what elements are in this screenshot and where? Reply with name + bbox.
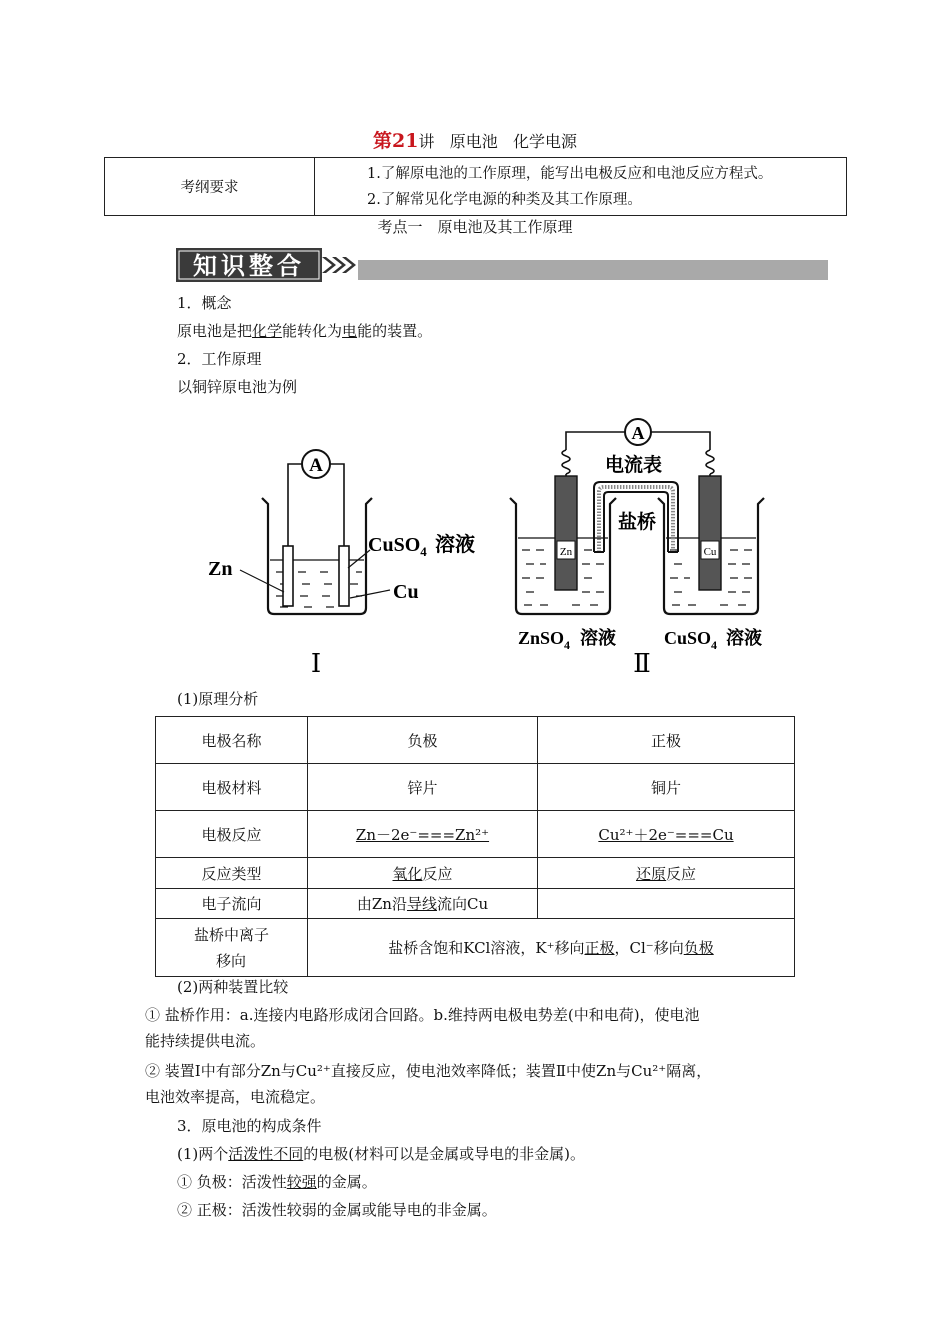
zn-electrode-2 bbox=[555, 476, 577, 590]
flow-b: 流向Cu bbox=[436, 895, 489, 913]
compare-p2-line1: ② 装置Ⅰ中有部分Zn与Cu²⁺直接反应，使电池效率降低；装置Ⅱ中使Zn与Cu²⁺隔离， bbox=[145, 1062, 712, 1080]
device-2 bbox=[510, 419, 764, 678]
pos-blank: 还原 bbox=[635, 864, 666, 883]
c1-b: 的电极(材料可以是金属或导电的非金属)。 bbox=[303, 1145, 585, 1163]
zn-label-2: Zn bbox=[559, 546, 573, 558]
section-title: 考点一 原电池及其工作原理 bbox=[377, 218, 573, 236]
cu-label: Cu bbox=[393, 581, 419, 603]
requirements-label: 考纲要求 bbox=[105, 158, 315, 216]
cu-electrode-2 bbox=[699, 476, 721, 590]
analysis-heading: (1)原理分析 bbox=[177, 690, 259, 708]
chevron-icon bbox=[322, 257, 336, 273]
requirements-items bbox=[315, 158, 847, 216]
topic-2: 化学电源 bbox=[513, 132, 578, 151]
neg-cell bbox=[308, 858, 538, 889]
row-label: 电子流向 bbox=[156, 889, 308, 919]
analysis-table bbox=[155, 716, 795, 977]
compare-heading: (2)两种装置比较 bbox=[177, 978, 289, 996]
c2-b: 的金属。 bbox=[316, 1173, 377, 1191]
ammeter-label: 电流表 bbox=[605, 455, 663, 476]
salt-bridge-label: 盐桥 bbox=[617, 512, 657, 533]
s2-heading: 2．工作原理 bbox=[177, 350, 262, 368]
row-label: 电极材料 bbox=[156, 764, 308, 811]
neg-cell: 负极 bbox=[308, 717, 538, 764]
s1-text-a: 原电池是把 bbox=[177, 322, 253, 340]
row-label-a: 盐桥中离子 bbox=[193, 925, 269, 944]
row-label-b: 移向 bbox=[216, 951, 247, 970]
znso4-formula: ZnSO$_4$ bbox=[518, 628, 571, 652]
device-1-label: Ⅰ bbox=[310, 649, 322, 678]
ion-blank-2: 负极 bbox=[683, 939, 714, 957]
knowledge-banner bbox=[176, 248, 828, 282]
row-label: 电极名称 bbox=[156, 717, 308, 764]
ammeter-symbol: A bbox=[309, 455, 323, 476]
banner-text: 知识整合 bbox=[193, 254, 305, 280]
s3-heading: 3．原电池的构成条件 bbox=[177, 1117, 322, 1135]
row-label: 电极反应 bbox=[156, 811, 308, 858]
lecture-suffix: 讲 bbox=[418, 132, 435, 151]
s3-condition-2 bbox=[177, 1171, 377, 1192]
compare-p1-line2: 能持续提供电流。 bbox=[145, 1032, 266, 1050]
page-title bbox=[0, 126, 950, 153]
c2-blank: 较强 bbox=[286, 1173, 317, 1191]
ion-text-a: 盐桥含饱和KCl溶液，K⁺移向 bbox=[388, 939, 585, 957]
flow-a: 由Zn沿 bbox=[356, 895, 407, 913]
s3-condition-1 bbox=[177, 1143, 585, 1164]
banner-bar bbox=[358, 260, 828, 280]
cu-label-2: Cu bbox=[703, 546, 717, 558]
cuso4-formula-1: CuSO$_4$ bbox=[368, 534, 427, 559]
requirement-item: 1.了解原电池的工作原理，能写出电极反应和电池反应方程式。 bbox=[367, 165, 773, 182]
s1-text bbox=[177, 320, 432, 341]
pos-cell: 铜片 bbox=[538, 764, 795, 811]
neg-cell bbox=[308, 889, 538, 919]
c1-a: (1)两个 bbox=[177, 1145, 229, 1163]
s1-text-b: 能转化为 bbox=[282, 322, 343, 340]
device-1 bbox=[208, 450, 475, 678]
pos-rest: 反应 bbox=[666, 864, 697, 883]
s1-text-c: 能的装置。 bbox=[357, 322, 433, 340]
compare-p1-line1: ① 盐桥作用：a.连接内电路形成闭合回路。b.维持两电极电势差(中和电荷)，使电池 bbox=[145, 1006, 700, 1024]
neg-cell: 锌片 bbox=[308, 764, 538, 811]
galvanic-cell-diagram bbox=[200, 410, 790, 680]
c2-a: ① 负极：活泼性 bbox=[177, 1173, 287, 1191]
neg-reaction: Zn－2e⁻===Zn²⁺ bbox=[308, 811, 538, 858]
s1-heading: 1．概念 bbox=[177, 294, 232, 312]
s1-blank-2: 电 bbox=[342, 322, 358, 340]
requirements-table bbox=[104, 157, 847, 216]
ammeter-symbol-2: A bbox=[631, 423, 645, 443]
cuso4-formula-2: CuSO$_4$ bbox=[664, 628, 718, 652]
pos-reaction: Cu²⁺＋2e⁻===Cu bbox=[538, 811, 795, 858]
pos-cell: 正极 bbox=[538, 717, 795, 764]
flow-blank: 导线 bbox=[406, 895, 437, 913]
pos-cell bbox=[538, 889, 795, 919]
compare-p2-line2: 电池效率提高，电流稳定。 bbox=[145, 1088, 326, 1106]
cuso4-solution-2: 溶液 bbox=[726, 628, 762, 648]
lecture-number: 第21 bbox=[372, 130, 419, 152]
row-label bbox=[156, 919, 308, 977]
zn-electrode bbox=[283, 546, 293, 606]
ion-text-b: ，Cl⁻移向 bbox=[614, 939, 684, 957]
neg-rest: 反应 bbox=[422, 864, 453, 883]
s3-condition-3: ② 正极：活泼性较弱的金属或能导电的非金属。 bbox=[177, 1201, 497, 1219]
row-label: 反应类型 bbox=[156, 858, 308, 889]
requirement-item: 2.了解常见化学电源的种类及其工作原理。 bbox=[367, 191, 642, 208]
pos-cell bbox=[538, 858, 795, 889]
c1-blank: 活泼性不同 bbox=[228, 1145, 304, 1163]
ion-migration-cell bbox=[308, 919, 795, 977]
topic-1: 原电池 bbox=[449, 132, 498, 151]
zn-label: Zn bbox=[208, 558, 233, 580]
ion-blank-1: 正极 bbox=[584, 939, 615, 957]
s1-blank-1: 化学 bbox=[252, 322, 283, 340]
wire-spring-icon bbox=[706, 450, 714, 474]
znso4-solution: 溶液 bbox=[580, 628, 616, 648]
wire-spring-icon bbox=[562, 450, 570, 474]
cuso4-solution-1: 溶液 bbox=[435, 534, 475, 556]
neg-blank: 氧化 bbox=[392, 864, 423, 883]
cu-electrode bbox=[339, 546, 349, 606]
device-2-label: Ⅱ bbox=[633, 649, 651, 678]
s2-subtitle: 以铜锌原电池为例 bbox=[177, 378, 298, 396]
